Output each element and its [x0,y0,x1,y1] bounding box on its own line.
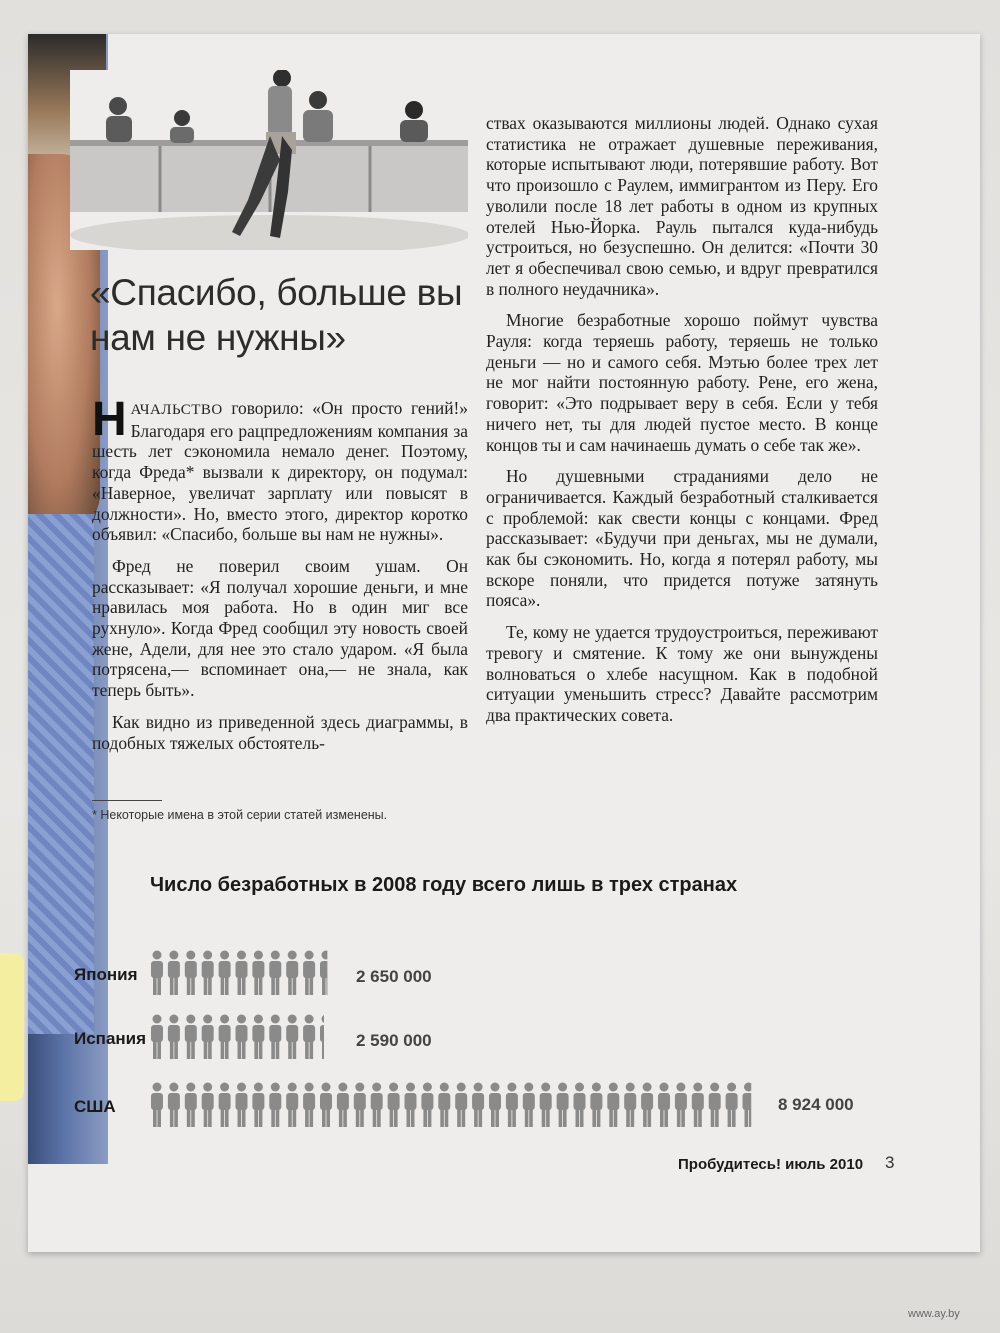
person-icon [219,1083,231,1128]
person-icon [252,951,264,996]
person-icon [269,1083,281,1128]
person-icon [658,1083,670,1128]
magazine-footer: Пробудитесь! июль 2010 [678,1156,864,1173]
article-paragraph [92,393,468,545]
person-icon [185,951,197,996]
page-title: «Спасибо, больше вы нам не нужны» [90,272,463,358]
person-icon [557,1083,569,1128]
person-icon [252,1083,264,1128]
value-label-spain: 2 590 000 [356,1031,432,1050]
person-icon [219,951,231,996]
person-icon [675,1083,687,1128]
person-icon [303,1083,315,1128]
person-icon [286,951,298,996]
footnote: * Некоторые имена в этой серии статей изменены. [92,808,388,822]
person-icon [692,1083,704,1128]
chart-title: Число безработных в 2008 году всего лишь в трех странах [150,874,738,896]
cover-shirt-photo [28,514,94,1034]
person-icon [202,1083,214,1128]
yellow-sticker [0,953,24,1101]
article-paragraph: Как видно из приведенной здесь диаграммы, в подобных тяжелых обстоятель- [92,711,468,753]
person-icon [236,951,248,996]
person-icon [269,1015,281,1060]
person-icon [743,1083,755,1128]
person-icon [506,1083,518,1128]
person-icon [219,1015,231,1060]
article-paragraph: Те, кому не удается трудоустроиться, переживают тревогу и смятение. К тому же они вынуждены волноваться о хлебе насущном. Как в подобной ситуации уменьшить стресс? Давайте рассмотрим два практических совета. [486,622,878,725]
category-label-spain: Испания [74,1029,147,1048]
person-icon [320,951,332,996]
dropcap: Н [92,393,127,446]
watermark: www.ay.by [908,1308,960,1320]
person-icon [590,1083,602,1128]
category-label-japan: Япония [74,965,138,984]
category-label-usa: США [74,1097,116,1116]
person-icon [286,1083,298,1128]
person-icon [185,1083,197,1128]
page-number: 3 [885,1153,895,1172]
person-icon [540,1083,552,1128]
person-icon [709,1083,721,1128]
lead-word: АЧАЛЬСТВО [130,402,223,418]
person-icon [438,1083,450,1128]
person-icon [303,1015,315,1060]
article-paragraph: Фред не поверил своим ушам. Он рассказывает: «Я получал хорошие деньги, и мне нравилась моя работа. Но в один миг все рухнуло». Когда Фред сообщил эту новость своей жене, Адели, для нее это стало ударом. «Я была потрясена,— вспоминает она,— не знала, как теперь быть». [92,555,468,701]
article-right-column [486,113,878,737]
person-icon [151,951,163,996]
person-icon [388,1083,400,1128]
person-icon [455,1083,467,1128]
person-icon [371,1083,383,1128]
person-icon [202,1015,214,1060]
person-icon [151,1083,163,1128]
person-icon [320,1083,332,1128]
person-icon [185,1015,197,1060]
person-icon [337,1083,349,1128]
person-icon [269,951,281,996]
person-icon [168,1015,180,1060]
article-paragraph: Многие безработные хорошо поймут чувства Рауля: когда теряешь работу, теряешь не только деньги — но и самого себя. Мэтью более трех лет не мог найти постоянную работу. Рене, его жена, говорит: «Это подрывает веру в себя. Если у тебя ничего нет, ты для людей пустое место. В конце концов ты и сам начинаешь думать о себе так же». [486,310,878,455]
person-icon [405,1083,417,1128]
article-paragraph: Но душевными страданиями дело не ограничивается. Каждый безработный сталкивается с проблемой: как свести концы с концами. Фред рассказывает: «Будучи при деньгах, мы не думали, как бы сэкономить. Но, когда я потерял работу, мы вскоре поняли, что придется потуже затянуть пояса». [486,466,878,611]
person-icon [303,951,315,996]
person-icon [236,1015,248,1060]
person-icon [624,1083,636,1128]
person-icon [236,1083,248,1128]
person-icon [726,1083,738,1128]
person-icon [641,1083,653,1128]
person-icon [574,1083,586,1128]
person-icon [168,1083,180,1128]
person-icon [523,1083,535,1128]
value-label-japan: 2 650 000 [356,967,432,986]
person-icon [421,1083,433,1128]
pictogram-chart [150,940,770,1140]
person-icon [168,951,180,996]
person-icon [202,951,214,996]
person-icon [472,1083,484,1128]
footnote-divider [92,800,162,801]
person-icon [354,1083,366,1128]
article-left-column [92,393,468,764]
value-label-usa: 8 924 000 [778,1095,854,1114]
person-icon [320,1015,332,1060]
paragraph-text: говорило: «Он просто гений!» Благодаря его рацпредложениям компания за шесть лет сэкономила немало денег. Поэтому, когда Фреда* вызвали к директору, он подумал: «Наверное, увеличат зарплату или повысят в должности». Но, вместо этого, директор коротко объявил: «Спасибо, больше вы нам не нужны». [92,398,468,545]
person-icon [252,1015,264,1060]
person-icon [151,1015,163,1060]
article-paragraph: ствах оказываются миллионы людей. Однако сухая статистика не отражает душевные переживания, которые испытывают люди, потерявшие работу. Вот что произошло с Раулем, иммигрантом из Перу. Его уволили после 18 лет работы в одном из крупных отелей Нью-Йорка. Рауль пытался куда-нибудь устроиться, но безуспешно. Он делится: «Почти 30 лет я обеспечивал свою семью, и вдруг превратился в полного неудачника». [486,113,878,299]
person-icon [607,1083,619,1128]
person-icon [489,1083,501,1128]
person-icon [286,1015,298,1060]
office-photo [70,70,468,250]
